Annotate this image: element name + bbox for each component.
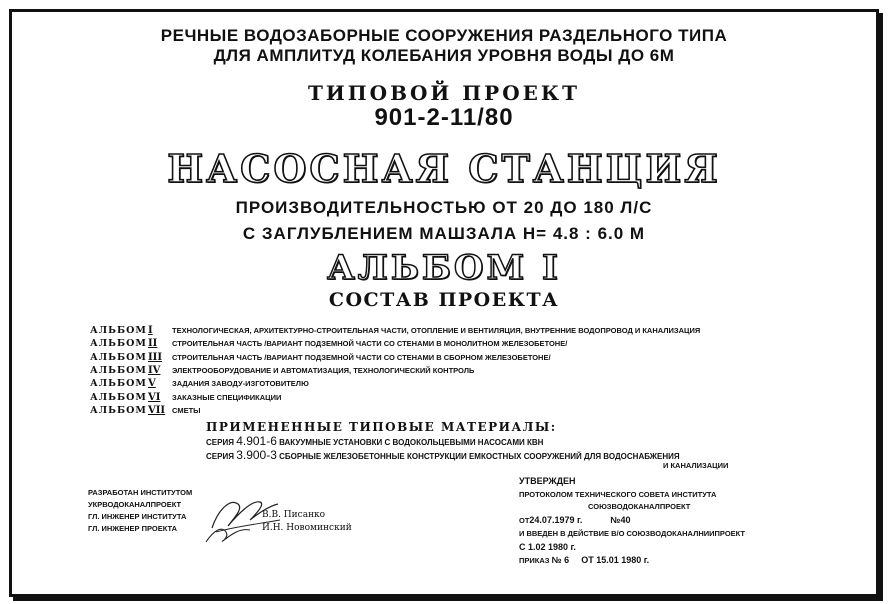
chief-engineer-institute-label: ГЛ. ИНЖЕНЕР ИНСТИТУТА: [88, 512, 187, 521]
album-number: II: [148, 338, 158, 350]
main-title: НАСОСНАЯ СТАНЦИЯ: [167, 146, 721, 191]
approval-number: №40: [610, 515, 631, 525]
album-row: [90, 404, 700, 417]
chief-engineer-project-label: ГЛ. ИНЖЕНЕР ПРОЕКТА: [88, 524, 178, 533]
series-number: 3.900-3: [236, 448, 277, 462]
album-row: [90, 351, 700, 364]
series-prefix: СЕРИЯ: [206, 452, 234, 461]
album-list: [90, 324, 700, 417]
series-2-continuation: И КАНАЛИЗАЦИИ: [663, 461, 729, 470]
developer-line-2: УКРВОДОКАНАЛПРОЕКТ: [88, 500, 182, 509]
approval-since: С 1.02 1980 г.: [519, 542, 576, 552]
album-row: [90, 364, 700, 377]
capacity-line: ПРОИЗВОДИТЕЛЬНОСТЬЮ ОТ 20 ДО 180 Л/С: [235, 198, 653, 217]
approval-date: 24.07.1979 г.: [529, 515, 583, 525]
header-line-1: РЕЧНЫЕ ВОДОЗАБОРНЫЕ СООРУЖЕНИЯ РАЗДЕЛЬНОГО ТИПА: [160, 26, 728, 45]
order-prefix: ПРИКАЗ: [519, 556, 550, 565]
depth-line: С ЗАГЛУБЛЕНИЕМ МАШЗАЛА Н= 4.8 : 6.0 М: [242, 224, 646, 243]
signature-2-icon: [204, 522, 256, 548]
approval-date-line: [519, 515, 630, 525]
series-text: ВАКУУМНЫЕ УСТАНОВКИ С ВОДОКОЛЬЦЕВЫМИ НАСОСАМИ КВН: [279, 438, 544, 447]
album-description: ЗАКАЗНЫЕ СПЕЦИФИКАЦИИ: [172, 392, 282, 402]
album-name: АЛЬБОМ: [90, 351, 147, 363]
developer-line-1: РАЗРАБОТАН ИНСТИТУТОМ: [88, 488, 193, 497]
series-prefix: СЕРИЯ: [206, 438, 234, 447]
album-row: [90, 377, 700, 390]
composition-title: СОСТАВ ПРОЕКТА: [328, 289, 560, 311]
album-number: VII: [148, 404, 166, 416]
album-number: III: [148, 351, 163, 363]
order-number: № 6: [551, 555, 570, 565]
album-number: VI: [148, 391, 161, 403]
album-number: I: [148, 325, 153, 337]
album-name: АЛЬБОМ: [90, 365, 147, 377]
album-description: СТРОИТЕЛЬНАЯ ЧАСТЬ /ВАРИАНТ ПОДЗЕМНОЙ ЧАСТИ СО СТЕНАМИ В СБОРНОМ ЖЕЛЕЗОБЕТОНЕ/: [172, 352, 551, 362]
series-1: [206, 434, 543, 448]
approval-line-2: СОЮЗВОДОКАНАЛПРОЕКТ: [588, 502, 691, 511]
order-date: ОТ 15.01 1980 г.: [581, 555, 650, 565]
album-description: СТРОИТЕЛЬНАЯ ЧАСТЬ /ВАРИАНТ ПОДЗЕМНОЙ ЧАСТИ СО СТЕНАМИ В МОНОЛИТНОМ ЖЕЛЕЗОБЕТОНЕ/: [172, 339, 568, 349]
materials-heading: ПРИМЕНЕННЫЕ ТИПОВЫЕ МАТЕРИАЛЫ:: [206, 420, 557, 434]
album-number: IV: [148, 365, 161, 377]
album-row: [90, 390, 700, 403]
album-title: АЛЬБОМ I: [327, 248, 561, 288]
header-line-2: ДЛЯ АМПЛИТУД КОЛЕБАНИЯ УРОВНЯ ВОДЫ ДО 6М: [213, 46, 675, 65]
album-description: ЗАДАНИЯ ЗАВОДУ-ИЗГОТОВИТЕЛЮ: [172, 379, 309, 389]
series-2: [206, 448, 680, 462]
approval-date-prefix: ОТ: [519, 516, 530, 525]
signer-name-2: И.Н. Новоминский: [262, 523, 352, 533]
album-name: АЛЬБОМ: [90, 325, 147, 337]
project-label: ТИПОВОЙ ПРОЕКТ: [308, 81, 580, 105]
series-number: 4.901-6: [236, 434, 277, 448]
album-row: [90, 324, 700, 337]
document-frame: [9, 9, 879, 597]
album-name: АЛЬБОМ: [90, 404, 147, 416]
album-description: ЭЛЕКТРООБОРУДОВАНИЕ И АВТОМАТИЗАЦИЯ, ТЕХНОЛОГИЧЕСКИЙ КОНТРОЛЬ: [172, 366, 475, 376]
project-number: 901-2-11/80: [374, 104, 514, 131]
approval-title: УТВЕРЖДЕН: [519, 476, 576, 486]
album-name: АЛЬБОМ: [90, 338, 147, 350]
order-line: [519, 555, 649, 565]
album-name: АЛЬБОМ: [90, 391, 147, 403]
album-row: [90, 337, 700, 350]
album-name: АЛЬБОМ: [90, 378, 147, 390]
series-text: СБОРНЫЕ ЖЕЛЕЗОБЕТОННЫЕ КОНСТРУКЦИИ ЕМКОСТНЫХ СООРУЖЕНИЙ ДЛЯ ВОДОСНАБЖЕНИЯ: [279, 452, 680, 461]
approval-line-1: ПРОТОКОЛОМ ТЕХНИЧЕСКОГО СОВЕТА ИНСТИТУТА: [519, 490, 717, 499]
approval-line-4: И ВВЕДЕН В ДЕЙСТВИЕ В/О СОЮЗВОДОКАНАЛНИИПРОЕКТ: [519, 529, 746, 538]
album-description: ТЕХНОЛОГИЧЕСКАЯ, АРХИТЕКТУРНО-СТРОИТЕЛЬНАЯ ЧАСТИ, ОТОПЛЕНИЕ И ВЕНТИЛЯЦИЯ, ВНУТРЕННИЕ ВОДОПРОВОД И КАНАЛИЗАЦИЯ: [172, 326, 701, 336]
album-number: V: [148, 378, 156, 390]
album-description: СМЕТЫ: [172, 405, 201, 415]
signer-name-1: В.В. Писанко: [262, 510, 326, 520]
